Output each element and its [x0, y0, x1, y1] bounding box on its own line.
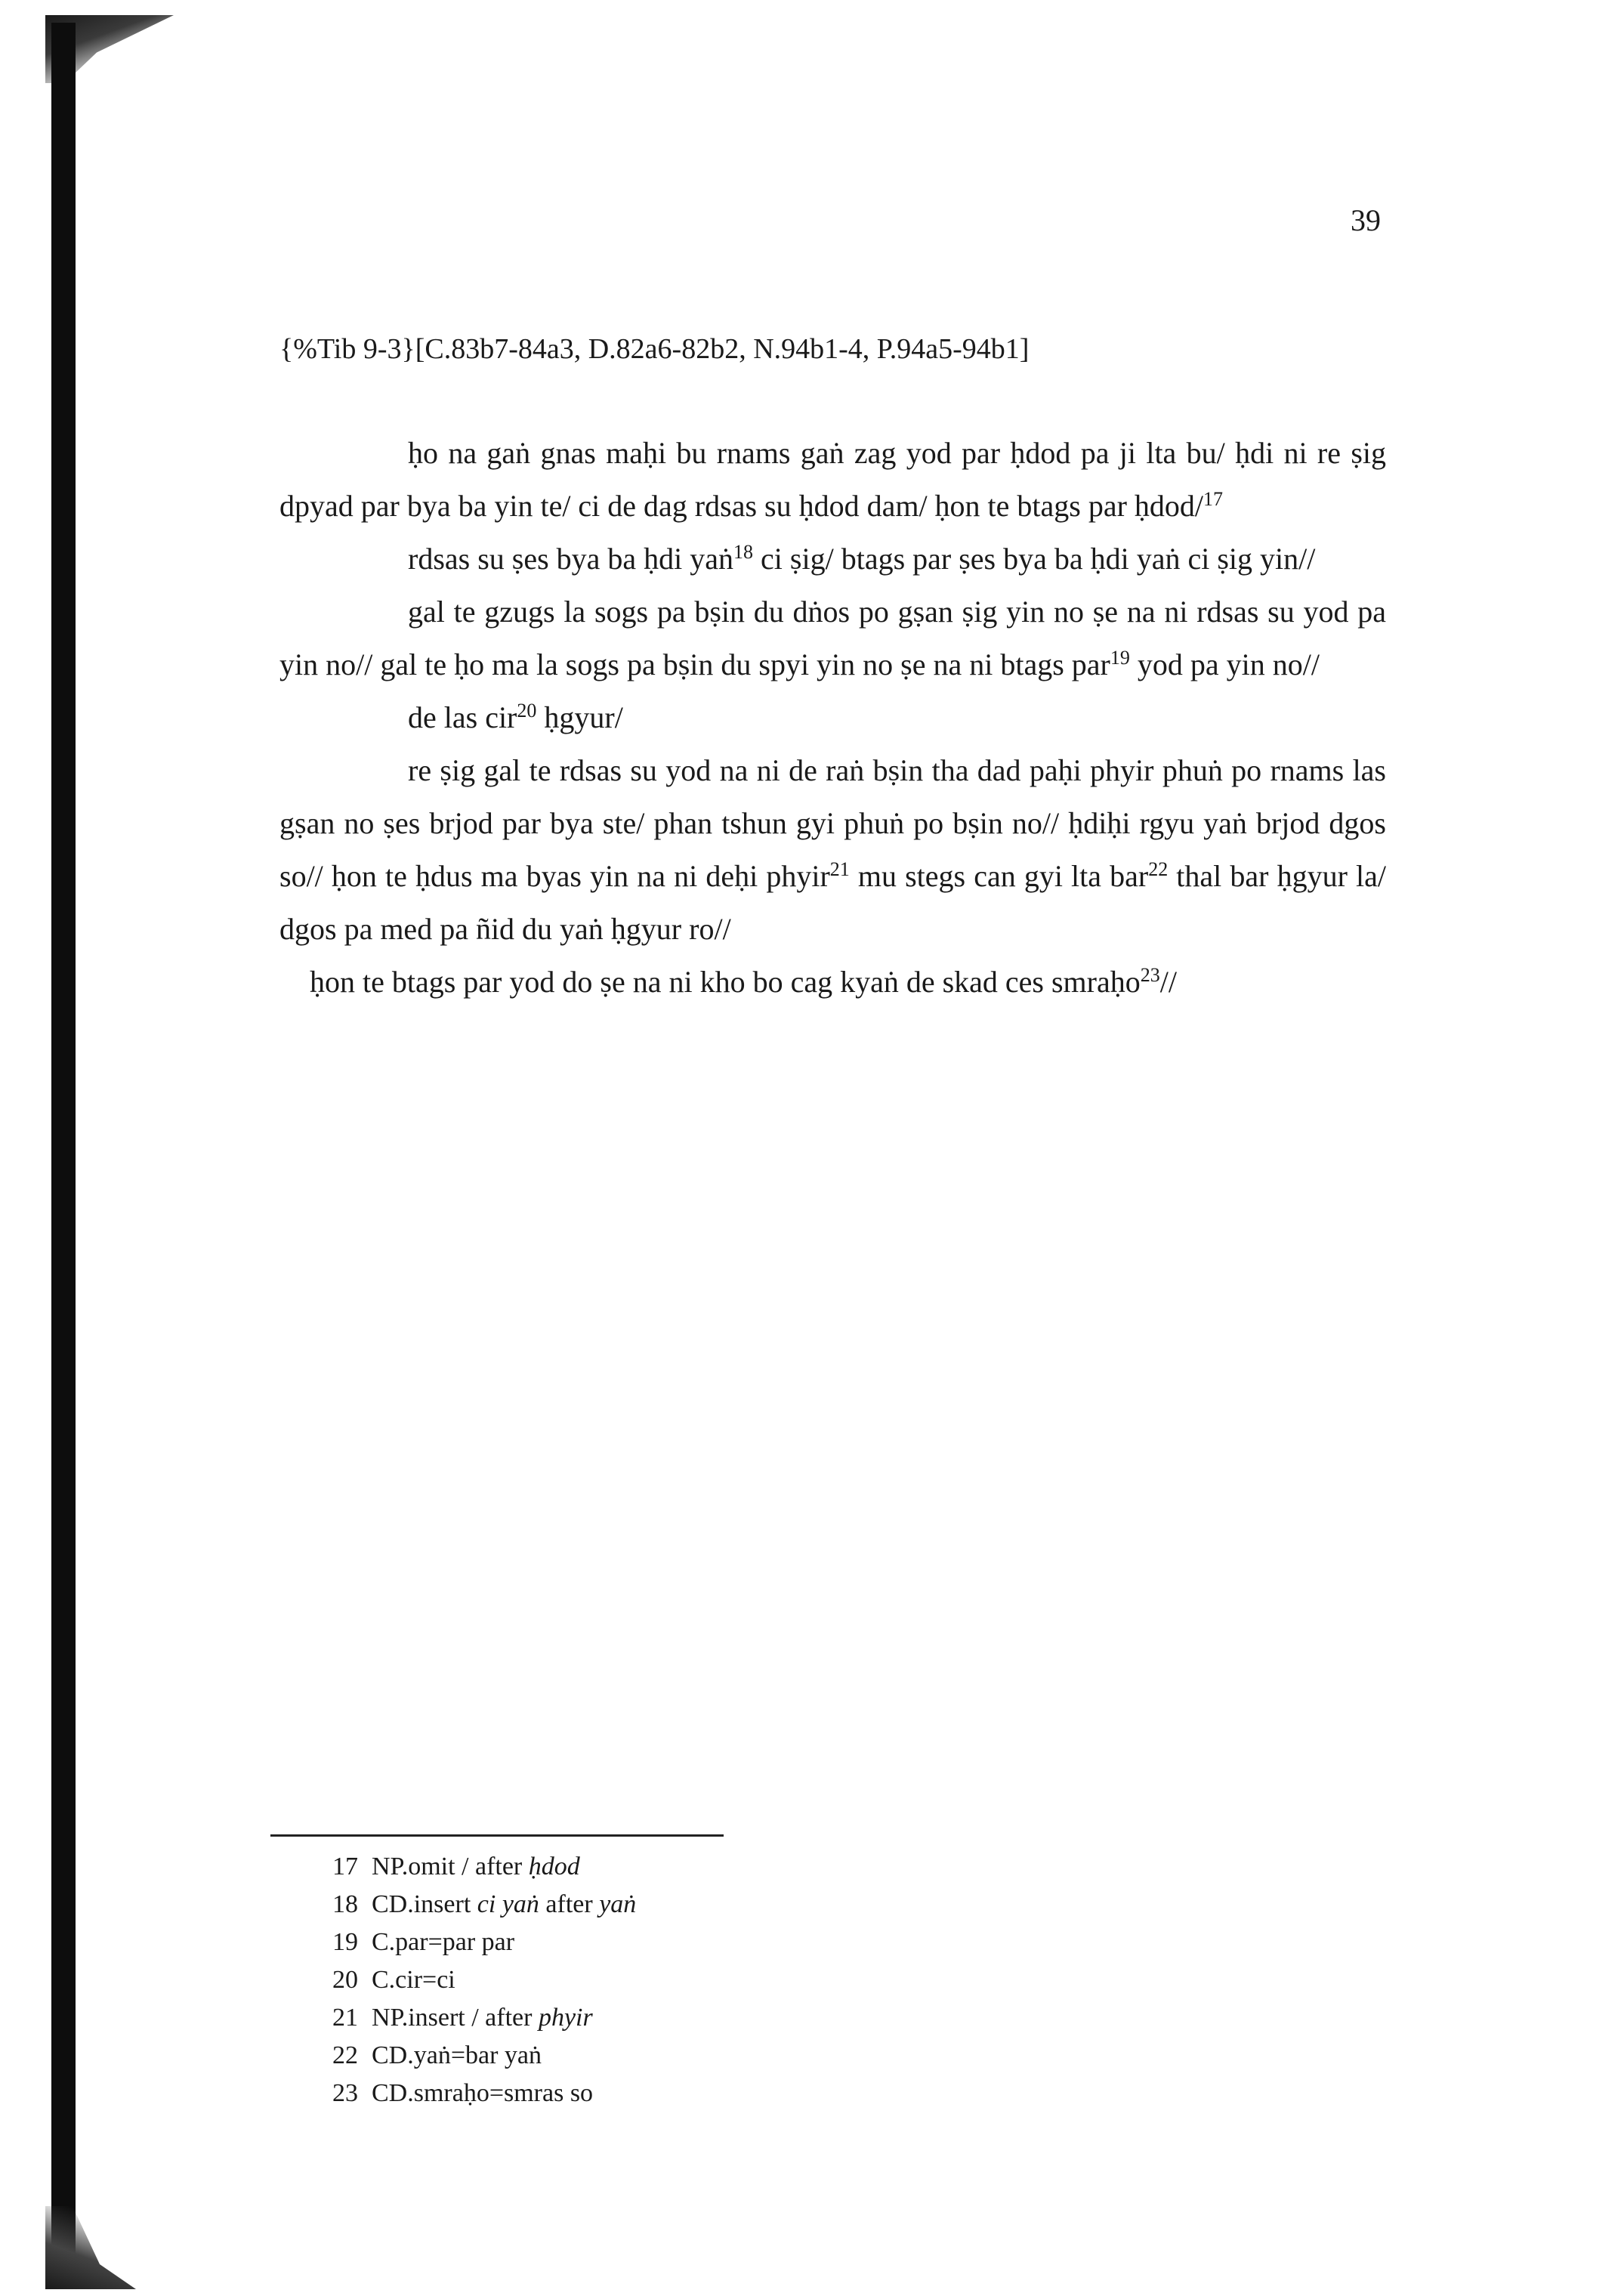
paragraph-p2 [279, 533, 1386, 586]
footnote-number: 18 [332, 1890, 358, 1918]
footnote-ref: 21 [829, 858, 850, 880]
footnote-text: NP.omit / after [372, 1853, 529, 1880]
paragraph-p5 [279, 744, 1386, 956]
footnote-term: ci yaṅ [477, 1890, 539, 1918]
footnote-text: NP.insert / after [372, 2004, 539, 2032]
footnote-ref: 17 [1203, 488, 1224, 510]
body-text [279, 427, 1386, 1009]
footnote-text: CD.insert [372, 1890, 477, 1918]
footnote-text: C.cir=ci [372, 1966, 455, 1994]
paragraph-p3 [279, 586, 1386, 691]
paragraph-text: ci ṣig/ btags par ṣes bya ba ḥdi yaṅ ci ṣig yin// [753, 542, 1316, 576]
footnote-number: 19 [332, 1928, 358, 1956]
footnote-item [332, 1886, 636, 1924]
footnotes [332, 1848, 636, 2112]
footnote-item [332, 1848, 636, 1886]
paragraph-p6 [279, 956, 1386, 1009]
footnote-ref: 20 [517, 700, 537, 722]
footnote-number: 20 [332, 1966, 358, 1994]
footnote-item [332, 1999, 636, 2037]
footnote-text: after [539, 1890, 600, 1918]
paragraph-text: ḥo na gaṅ gnas maḥi bu rnams gaṅ zag yod par ḥdod pa ji lta bu/ ḥdi ni re ṣig dpyad par bya ba yin te/ ci de dag rdsas su ḥdod dam/ ḥon te btags par ḥdod/ [279, 436, 1386, 523]
footnote-term: yaṅ [599, 1890, 637, 1918]
binding-edge-shadow-bottom [45, 2206, 136, 2289]
page-number: 39 [1351, 203, 1381, 237]
footnote-number: 17 [332, 1853, 358, 1880]
footnote-divider [270, 1834, 724, 1837]
footnote-term: phyir [538, 2004, 593, 2032]
paragraph-text: rdsas su ṣes bya ba ḥdi yaṅ [408, 542, 734, 576]
paragraph-text: ḥon te btags par yod do ṣe na ni kho bo cag kyaṅ de skad ces smraḥo [310, 965, 1141, 999]
footnote-number: 22 [332, 2041, 358, 2069]
footnote-number: 21 [332, 2004, 358, 2032]
footnote-ref: 19 [1110, 647, 1130, 669]
source-reference: {%Tib 9-3}[C.83b7-84a3, D.82a6-82b2, N.94b1-4, P.94a5-94b1] [279, 333, 1030, 365]
paragraph-text: ḥgyur/ [536, 700, 623, 734]
footnote-number: 23 [332, 2079, 358, 2107]
paragraph-text: re ṣig gal te rdsas su yod na ni de raṅ bṣin tha dad paḥi phyir phuṅ po rnams las gṣan no ṣes brjod par bya ste/ phan tshun gyi phuṅ po bṣin no// ḥdiḥi rgyu yaṅ brjod dgos so// ḥon te ḥdus ma byas yin na ni deḥi phyir [279, 753, 1386, 893]
footnote-text: C.par=par par [372, 1928, 515, 1956]
footnote-term: ḥdod [528, 1853, 580, 1880]
footnote-item [332, 2037, 636, 2075]
paragraph-text: de las cir [408, 700, 517, 734]
footnote-text: CD.smraḥo=smras so [372, 2079, 594, 2107]
footnote-item [332, 2075, 636, 2112]
paragraph-p4 [279, 691, 1386, 744]
footnote-ref: 23 [1140, 964, 1160, 986]
paragraph-p1 [279, 427, 1386, 533]
footnote-text: CD.yaṅ=bar yaṅ [372, 2041, 542, 2069]
paragraph-text: thal bar ḥgyur la/ dgos pa med pa ñid du yaṅ ḥgyur ro// [279, 859, 1386, 946]
footnote-item [332, 1961, 636, 1999]
footnote-item [332, 1924, 636, 1961]
footnote-ref: 22 [1148, 858, 1169, 880]
binding-edge [51, 23, 76, 2282]
paragraph-text: // [1159, 965, 1177, 999]
paragraph-text: mu stegs can gyi lta bar [849, 859, 1149, 893]
paragraph-text: yod pa yin no// [1129, 647, 1320, 681]
footnote-ref: 18 [733, 541, 754, 563]
paragraph-text: gal te gzugs la sogs pa bṣin du dṅos po gṣan ṣig yin no ṣe na ni rdsas su yod pa yin no// gal te ḥo ma la sogs pa bṣin du spyi yin no ṣe na ni btags par [279, 595, 1386, 681]
